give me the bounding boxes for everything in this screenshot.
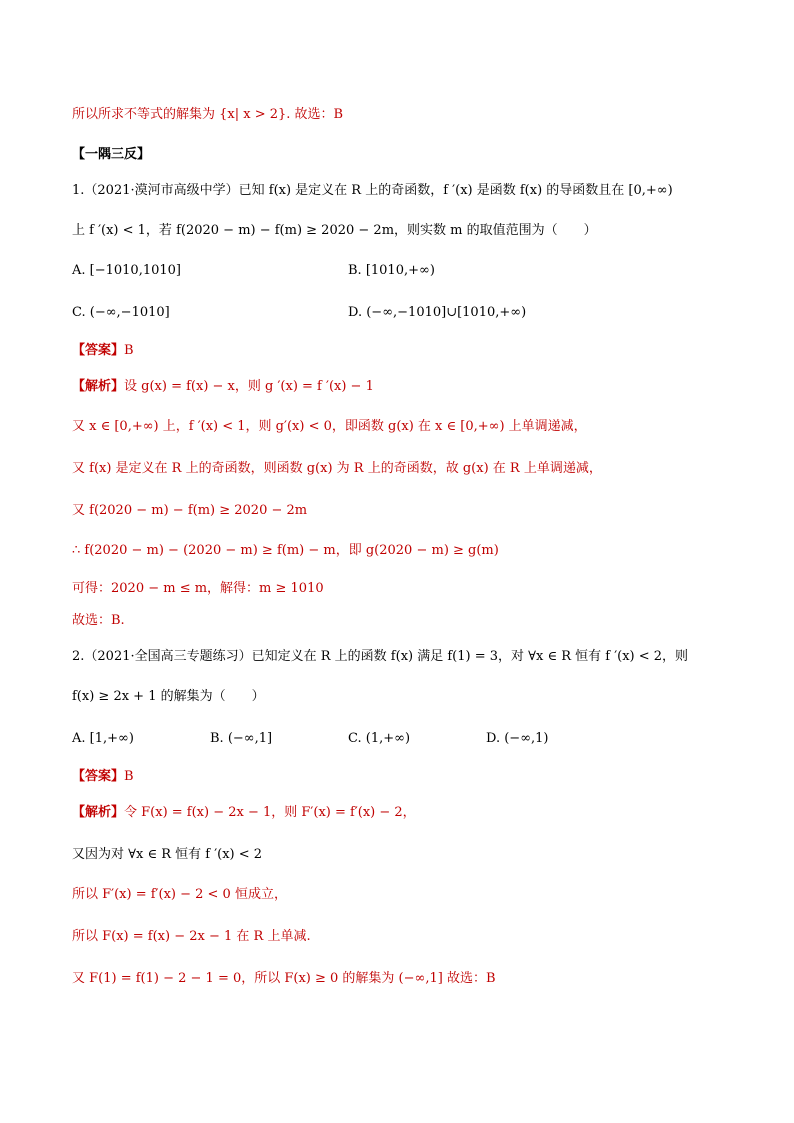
section-heading: 【一隅三反】 bbox=[72, 147, 151, 162]
q1-analysis-line7: 故选：B. bbox=[72, 613, 125, 628]
q1-analysis-line1 bbox=[72, 378, 374, 396]
q1-analysis-line2: 又 x ∈ [0,+∞) 上，f ′(x) < 1，则 g′(x) < 0，即函数 g(x) 在 x ∈ [0,+∞) 上单调递减， bbox=[72, 419, 587, 434]
q2-answer-value: B bbox=[124, 769, 134, 784]
q2-analysis-label: 【解析】 bbox=[72, 805, 125, 820]
q1-stem-line1: 1.（2021·漠河市高级中学）已知 f(x) 是定义在 R 上的奇函数，f ′(x) 是函数 f(x) 的导函数且在 [0,+∞) bbox=[72, 183, 673, 198]
q1-option-c: C. (−∞,−1010] bbox=[72, 305, 170, 320]
q1-option-a: A. [−1010,1010] bbox=[72, 263, 181, 278]
q2-option-c: C. (1,+∞) bbox=[348, 731, 411, 746]
q1-analysis-line6: 可得：2020 − m ≤ m，解得：m ≥ 1010 bbox=[72, 581, 324, 596]
intro-conclusion: 所以所求不等式的解集为 {x| x > 2}. 故选：B bbox=[72, 107, 344, 122]
q2-analysis-line1 bbox=[72, 804, 416, 822]
q1-analysis-text1: 设 g(x) = f(x) − x，则 g ′(x) = f ′(x) − 1 bbox=[124, 379, 374, 394]
q1-analysis-line4: 又 f(2020 − m) − f(m) ≥ 2020 − 2m bbox=[72, 503, 308, 518]
q2-analysis-line3: 所以 F′(x) = f′(x) − 2 < 0 恒成立， bbox=[72, 887, 287, 902]
q2-answer-label: 【答案】 bbox=[72, 769, 125, 784]
q2-answer bbox=[72, 768, 134, 786]
q2-option-a: A. [1,+∞) bbox=[72, 731, 134, 746]
q2-option-b: B. (−∞,1] bbox=[210, 731, 273, 746]
q2-analysis-line4: 所以 F(x) = f(x) − 2x − 1 在 R 上单减. bbox=[72, 929, 311, 944]
q2-analysis-line5: 又 F(1) = f(1) − 2 − 1 = 0，所以 F(x) ≥ 0 的解集为 (−∞,1] 故选：B bbox=[72, 971, 496, 986]
q1-option-d: D. (−∞,−1010]∪[1010,+∞) bbox=[348, 305, 527, 320]
q1-analysis-line3: 又 f(x) 是定义在 R 上的奇函数，则函数 g(x) 为 R 上的奇函数，故 g(x) 在 R 上单调递减， bbox=[72, 461, 602, 476]
q2-option-d: D. (−∞,1) bbox=[486, 731, 549, 746]
q1-analysis-label: 【解析】 bbox=[72, 379, 125, 394]
q2-stem-line1: 2.（2021·全国高三专题练习）已知定义在 R 上的函数 f(x) 满足 f(1) = 3，对 ∀x ∈ R 恒有 f ′(x) < 2，则 bbox=[72, 649, 689, 664]
q2-analysis-text1: 令 F(x) = f(x) − 2x − 1，则 F′(x) = f′(x) − 2， bbox=[124, 805, 416, 820]
q1-answer-value: B bbox=[124, 343, 134, 358]
q1-answer-label: 【答案】 bbox=[72, 343, 125, 358]
q1-stem-line2: 上 f ′(x) < 1，若 f(2020 − m) − f(m) ≥ 2020 − 2m，则实数 m 的取值范围为（ ） bbox=[72, 223, 597, 238]
q1-analysis-line5: ∴ f(2020 − m) − (2020 − m) ≥ f(m) − m，即 g(2020 − m) ≥ g(m) bbox=[72, 543, 499, 558]
q1-answer bbox=[72, 342, 134, 360]
q2-analysis-line2: 又因为对 ∀x ∈ R 恒有 f ′(x) < 2 bbox=[72, 847, 263, 862]
q2-stem-line2: f(x) ≥ 2x + 1 的解集为（ ） bbox=[72, 689, 265, 704]
q1-option-b: B. [1010,+∞) bbox=[348, 263, 435, 278]
